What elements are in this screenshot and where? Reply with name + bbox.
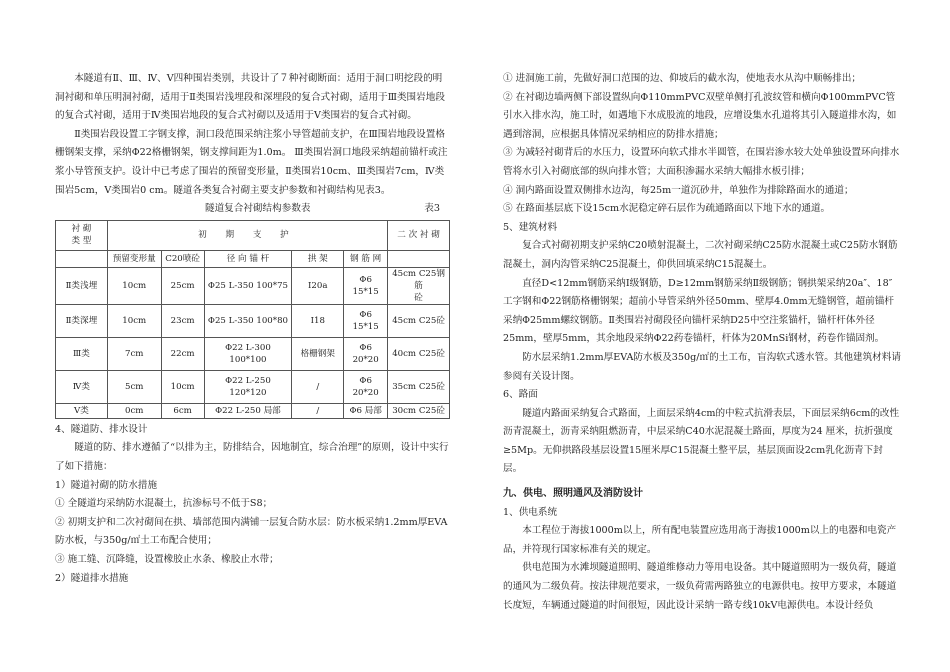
cell-shotcrete: 23cm (161, 304, 204, 337)
cell-radial-bolt: Φ25 L-350 100*80 (204, 304, 292, 337)
cell-arch-frame: / (292, 403, 344, 418)
header-shotcrete: C20喷砼 (161, 250, 204, 267)
materials-paragraph-3: 防水层采纳1.2mm厚EVA防水板及350g/㎡的土工布，盲沟软式透水管。其他建筑材料请参阅有关设计图。 (503, 351, 901, 382)
pavement-paragraph: 隧道内路面采纳复合式路面，上面层采纳4cm的中粒式抗滑表层，下面层采纳6cm的改性沥青混凝土，沥青采纳阻燃沥青，中层采纳C40水泥混凝土路面，厚度为24 厘米，抗折强度≥5Mp。无仰拱路段基层设置15厘米厚C15混凝土整平层，基层顶面设2cm乳化沥青下封层。 (503, 407, 900, 475)
cell-type: Ⅱ类浅埋 (56, 267, 108, 304)
table-row (56, 403, 450, 418)
cell-secondary-lining: 40cm C25砼 (388, 337, 450, 370)
header-initial-support: 初 期 支 护 (107, 220, 387, 250)
materials-paragraph-2: 直径D<12mm钢筋采纳Ⅰ级钢筋，D≥12mm钢筋采纳Ⅱ级钢筋；钢拱架采纳20a″、18″工字钢和Φ22钢筋格栅钢架；超前小导管采纳外径50mm、壁厚4.0mm无缝钢管，超前锚杆采纳Φ25mm螺纹钢筋。Ⅱ类围岩衬砌段径向锚杆采纳D25中空注浆锚杆，锚杆杆体外径25mm，壁厚5mm，其余地段采纳Φ22药卷锚杆，杆体为20MnSi钢材，药卷作锚固剂。 (503, 277, 894, 345)
table-number: 表3 (424, 203, 440, 215)
section-5-title: 5、建筑材料 (503, 221, 558, 233)
cell-type: Ⅳ类 (56, 370, 108, 403)
header-mesh: 钢 筋 网 (344, 250, 388, 267)
table-row (56, 337, 450, 370)
cell-arch-frame: / (292, 370, 344, 403)
materials-paragraph-1: 复合式衬砌初期支护采纳C20喷射混凝土，二次衬砌采纳C25防水混凝土或C25防水钢筋混凝土，洞内沟管采纳C25混凝土，仰供回填采纳C15混凝土。 (503, 240, 898, 270)
header-blank-2 (388, 250, 450, 267)
cell-mesh: Φ6 15*15 (344, 304, 388, 337)
cell-radial-bolt: Φ25 L-350 100*75 (204, 267, 292, 304)
cell-secondary-lining: 45cm C25钢筋 砼 (388, 267, 450, 304)
table-row (56, 267, 450, 304)
cell-type: Ⅴ类 (56, 403, 108, 418)
cell-arch-frame: 格栅钢架 (292, 337, 344, 370)
intro-paragraph-2: Ⅱ类围岩段设置工字钢支撑，洞口段范围采纳注浆小导管超前支护，在Ⅲ围岩地段设置格栅钢架支撑，采纳Φ22格栅钢架，钢支撑间距为1.0m。 Ⅲ类围岩洞口地段采纳超前锚杆或注浆小导管预支护。设计中已考虑了围岩的预留变形量，Ⅱ类围岩10cm、Ⅲ类围岩7cm，Ⅳ类围岩5cm，Ⅴ类围岩0 cm。隧道各类复合衬砌主要支护参数和衬砌结构见表3。 (55, 128, 448, 196)
cell-shotcrete: 10cm (161, 370, 204, 403)
section-6-title: 6、路面 (503, 389, 538, 401)
section-4-sub-1: 1）隧道衬砌的防水措施 (55, 479, 158, 491)
cell-shotcrete: 25cm (161, 267, 204, 304)
drainage-item-3: ③ 为减轻衬砌背后的水压力，设置环向软式排水半圆管，在围岩渗水较大处单独设置环向排水管将水引入衬砌底部的纵向排水管；大面积渗漏水采纳大幅排水板引排； (503, 147, 900, 177)
cell-mesh: Φ6 15*15 (344, 267, 388, 304)
table-row (56, 370, 450, 403)
table-caption: 隧道复合衬砌结构参数表 (205, 203, 311, 215)
cell-arch-frame: I18 (292, 304, 344, 337)
cell-shotcrete: 22cm (161, 337, 204, 370)
cell-radial-bolt: Φ22 L-250 120*120 (204, 370, 292, 403)
drainage-item-1: ① 进洞施工前，先做好洞口范围的边、仰坡后的截水沟，使地表水从沟中顺畅排出； (503, 73, 862, 84)
waterproof-item-3: ③ 施工缝、沉降缝，设置橡胶止水条、橡胶止水带； (55, 553, 279, 565)
right-column (503, 70, 901, 615)
header-secondary-lining: 二 次 衬 砌 (388, 220, 450, 250)
cell-secondary-lining: 30cm C25砼 (388, 403, 450, 418)
section-4-title: 4、隧道防、排水设计 (55, 423, 148, 435)
power-paragraph-2: 供电范围为水滩坝隧道照明、隧道维修动力等用电设备。其中隧道照明为一级负荷，隧道的通风为二级负荷。按法律规范要求，一级负荷需两路独立的电源供电。按甲方要求，本隧道长度短，车辆通过隧道的时间很短，因此设计采纳一路专线10kV电源供电。本设计经负 (503, 562, 897, 611)
table-body (56, 267, 450, 418)
cell-mesh: Φ6 局部 (344, 403, 388, 418)
drainage-item-5: ⑤ 在路面基层底下设15cm水泥稳定碎石层作为疏通路面以下地下水的通道。 (503, 203, 831, 215)
waterproof-item-2: ② 初期支护和二次衬砌间在拱、墙部范围内满铺一层复合防水层：防水板采纳1.2mm厚EVA防水板，与350g/㎡土工布配合使用； (55, 516, 448, 547)
cell-deformation: 5cm (107, 370, 161, 403)
intro-paragraph-1: 本隧道有Ⅱ、Ⅲ、Ⅳ、Ⅴ四种围岩类别，共设计了７种衬砌断面：适用于洞口明挖段的明洞衬砌和单压明洞衬砌，适用于Ⅱ类围岩浅埋段和深埋段的复合式衬砌，适用于Ⅲ类围岩地段的复合式衬砌，适用于Ⅳ类围岩地段的复合式衬砌以及适用于Ⅴ类围岩的复合式衬砌。 (55, 73, 445, 122)
header-lining-type: 衬 砌 类 型 (56, 220, 108, 250)
power-supply-subtitle: 1、供电系统 (503, 506, 558, 518)
header-reserved-deformation: 预留变形量 (107, 250, 161, 267)
cell-deformation: 10cm (107, 304, 161, 337)
cell-secondary-lining: 35cm C25砼 (388, 370, 450, 403)
cell-secondary-lining: 45cm C25砼 (388, 304, 450, 337)
section-4-sub-2: 2）隧道排水措施 (55, 572, 129, 584)
left-column (55, 70, 450, 588)
cell-type: Ⅱ类深埋 (56, 304, 108, 337)
waterproof-item-1: ① 全隧道均采纳防水混凝土，抗渗标号不低于S8； (55, 498, 273, 510)
cell-deformation: 10cm (107, 267, 161, 304)
header-radial-bolt: 径 向 锚 杆 (204, 250, 292, 267)
lining-parameter-table (55, 220, 450, 419)
header-arch-frame: 拱 架 (292, 250, 344, 267)
chapter-9-title: 九、供电、照明通风及消防设计 (503, 488, 643, 500)
cell-radial-bolt: Φ22 L-250 局部 (204, 403, 292, 418)
cell-deformation: 7cm (107, 337, 161, 370)
drainage-item-4: ④ 洞内路面设置双侧排水边沟，每25m一道沉砂井，单独作为排除路面水的通道； (503, 184, 854, 196)
cell-mesh: Φ6 20*20 (344, 337, 388, 370)
cell-arch-frame: I20a (292, 267, 344, 304)
cell-shotcrete: 6cm (161, 403, 204, 418)
table-caption-row (55, 200, 450, 219)
section-4-intro: 隧道的防、排水遵循了“以排为主，防排结合，因地制宜，综合治理”的原则，设计中实行了如下措施： (55, 442, 449, 472)
drainage-item-2: ② 在衬砌边墙两侧下部设置纵向Φ110mmPVC双壁单侧打孔波纹管和横向Φ100mmPVC管引水入排水沟，施工时，如遇地下水成股流的地段，应增设集水孔道将其引入隧道排水沟，如遇到溶洞，应根据具体情况采纳相应的防排水措施； (503, 91, 897, 140)
power-paragraph-1: 本工程位于海拔1000m以上，所有配电装置应选用高于海拔1000m以上的电器和电瓷产品，并符现行国家标准有关的规定。 (503, 525, 897, 555)
cell-type: Ⅲ类 (56, 337, 108, 370)
cell-radial-bolt: Φ22 L-300 100*100 (204, 337, 292, 370)
table-row (56, 304, 450, 337)
cell-mesh: Φ6 20*20 (344, 370, 388, 403)
cell-deformation: 0cm (107, 403, 161, 418)
header-blank (56, 250, 108, 267)
